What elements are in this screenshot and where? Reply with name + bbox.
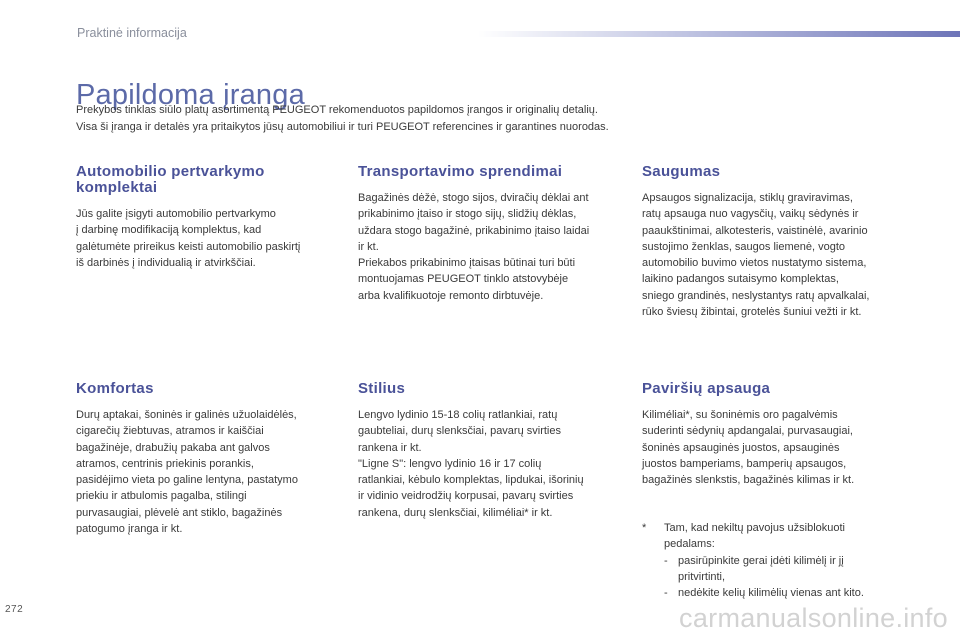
footnote-line: pasirūpinkite gerai įdėti kilimėlį ir jį bbox=[678, 554, 844, 567]
section-body bbox=[642, 407, 904, 488]
body-line: Priekabos prikabinimo įtaisas būtinai turi būti bbox=[358, 257, 576, 270]
section-safety bbox=[642, 164, 904, 320]
body-line: juostos bamperiams, bamperių apsaugos, bbox=[642, 457, 847, 470]
body-line: iš darbinės į individualią ir atvirkščiai. bbox=[76, 256, 256, 269]
body-line: laikino padangos sutaisymo komplektas, bbox=[642, 273, 839, 286]
body-line: purvasaugiai, plėvelė ant stiklo, bagažinės bbox=[76, 506, 283, 519]
footnote-line: pritvirtinti, bbox=[678, 570, 726, 583]
body-line: sniego grandinės, neslystantys ratų apvalkalai, bbox=[642, 289, 870, 302]
section-conversion-kits bbox=[76, 164, 338, 271]
body-line: priekiu ir atbulomis pagalba, stilingi bbox=[76, 490, 247, 503]
body-line: bagažinėje, drabužių pakaba ant galvos bbox=[76, 441, 270, 454]
body-line: patogumo įranga ir kt. bbox=[76, 523, 183, 536]
footnote-marker: * bbox=[642, 522, 647, 534]
body-line: rankena ir kt. bbox=[358, 441, 422, 454]
body-line: ir kt. bbox=[358, 240, 379, 253]
body-line: Apsaugos signalizacija, stiklų graviravimas, bbox=[642, 192, 853, 204]
body-line: uždara stogo bagažinė, prikabinimo įtaiso laidai bbox=[358, 224, 590, 237]
section-style bbox=[358, 381, 620, 521]
section-surface-protection bbox=[642, 381, 904, 488]
body-line: į darbinę modifikaciją komplektus, kad bbox=[76, 224, 262, 237]
list-dash: - bbox=[664, 587, 668, 600]
page-title: Papildoma įranga bbox=[76, 79, 305, 112]
body-line: suderinti sėdynių apdangalai, purvasaugiai, bbox=[642, 425, 853, 438]
body-line: "Ligne S": lengvo lydinio 16 ir 17 colių bbox=[358, 457, 542, 470]
section-comfort bbox=[76, 381, 338, 537]
section-heading: Paviršių apsauga bbox=[642, 380, 771, 397]
section-body bbox=[358, 190, 620, 304]
list-dash: - bbox=[664, 554, 668, 567]
body-line: arba kvalifikuotoje remonto dirbtuvėje. bbox=[358, 289, 544, 302]
body-line: Durų aptakai, šoninės ir galinės užuolaidėlės, bbox=[76, 409, 297, 421]
section-heading: Komfortas bbox=[76, 380, 154, 397]
body-line: galėtumėte prireikus keisti automobilio paskirtį bbox=[76, 240, 301, 253]
footnote-line: Tam, kad nekiltų pavojus užsiblokuoti bbox=[664, 522, 845, 534]
footnote-intro bbox=[642, 520, 922, 553]
footnote-line: nedėkite kelių kilimėlių vienas ant kito. bbox=[678, 587, 864, 600]
section-transport-solutions bbox=[358, 164, 620, 304]
body-line: sustojimo ženklas, saugos liemenė, vogto bbox=[642, 240, 845, 253]
body-line: ratų apsauga nuo vagysčių, vaikų sėdynės ir bbox=[642, 208, 859, 221]
body-line: montuojamas PEUGEOT tinklo atstovybėje bbox=[358, 273, 569, 286]
body-line: automobilio buvimo vietos nustatymo sistema, bbox=[642, 257, 867, 270]
watermark: carmanualsonline.info bbox=[679, 603, 948, 633]
page-number: 272 bbox=[5, 604, 24, 615]
section-heading: Automobilio pertvarkymo komplektai bbox=[76, 163, 265, 196]
body-line: šoninės apsauginės juostos, apsauginės bbox=[642, 441, 840, 454]
body-line: rankena, durų slenksčiai, kiliméliai* ir kt. bbox=[358, 506, 553, 519]
body-line: pasidėjimo vieta po galine lentyna, pastatymo bbox=[76, 474, 298, 487]
body-line: Bagažinės dėžė, stogo sijos, dviračių dėklai ant bbox=[358, 192, 589, 204]
section-body bbox=[76, 407, 338, 537]
body-line: rūko šviesų žibintai, grotelės šuniui vežti ir kt. bbox=[642, 306, 862, 319]
body-line: Kiliméliai*, su šoninėmis oro pagalvėmis bbox=[642, 409, 838, 421]
body-line: ratlankiai, kėbulo komplektas, lipdukai, išorinių bbox=[358, 474, 584, 487]
body-line: Jūs galite įsigyti automobilio pertvarkymo bbox=[76, 208, 276, 220]
footnote-list-item bbox=[642, 553, 922, 586]
body-line: cigarečių žiebtuvas, atramos ir kaiščiai bbox=[76, 425, 264, 438]
intro-paragraph bbox=[76, 102, 876, 136]
intro-line: Prekybos tinklas siūlo platų asortimentą PEUGEOT rekomenduotos papildomos įrangos ir originalių detalių. bbox=[76, 104, 598, 116]
body-line: bagažinės slenkstis, bagažinės kilimas ir kt. bbox=[642, 474, 855, 487]
section-label: Praktinė informacija bbox=[77, 26, 187, 40]
body-line: prikabinimo įtaiso ir stogo sijų, slidžių dėklas, bbox=[358, 208, 577, 221]
section-body bbox=[358, 407, 620, 521]
section-body bbox=[76, 206, 338, 271]
body-line: Lengvo lydinio 15-18 colių ratlankiai, ratų bbox=[358, 409, 558, 421]
section-heading: Saugumas bbox=[642, 163, 721, 180]
body-line: ir vidinio veidrodžių korpusai, pavarų svirties bbox=[358, 490, 574, 503]
header-gradient-bar bbox=[478, 31, 960, 37]
footnote-line: pedalams: bbox=[664, 538, 715, 551]
intro-line: Visa ši įranga ir detalės yra pritaikytos jūsų automobiliui ir turi PEUGEOT referencines ir garantines nuorodas. bbox=[76, 121, 609, 133]
section-heading: Transportavimo sprendimai bbox=[358, 163, 563, 180]
body-line: atramos, centrinis priekinis porankis, bbox=[76, 457, 254, 470]
body-line: gaubteliai, durų slenksčiai, pavarų svirties bbox=[358, 425, 561, 438]
footnote bbox=[642, 520, 922, 601]
footnote-list-item bbox=[642, 585, 922, 601]
section-heading: Stilius bbox=[358, 380, 406, 397]
section-body bbox=[642, 190, 904, 320]
body-line: paaukštinimai, alkotesteris, vaistinėlė, avarinio bbox=[642, 224, 868, 237]
